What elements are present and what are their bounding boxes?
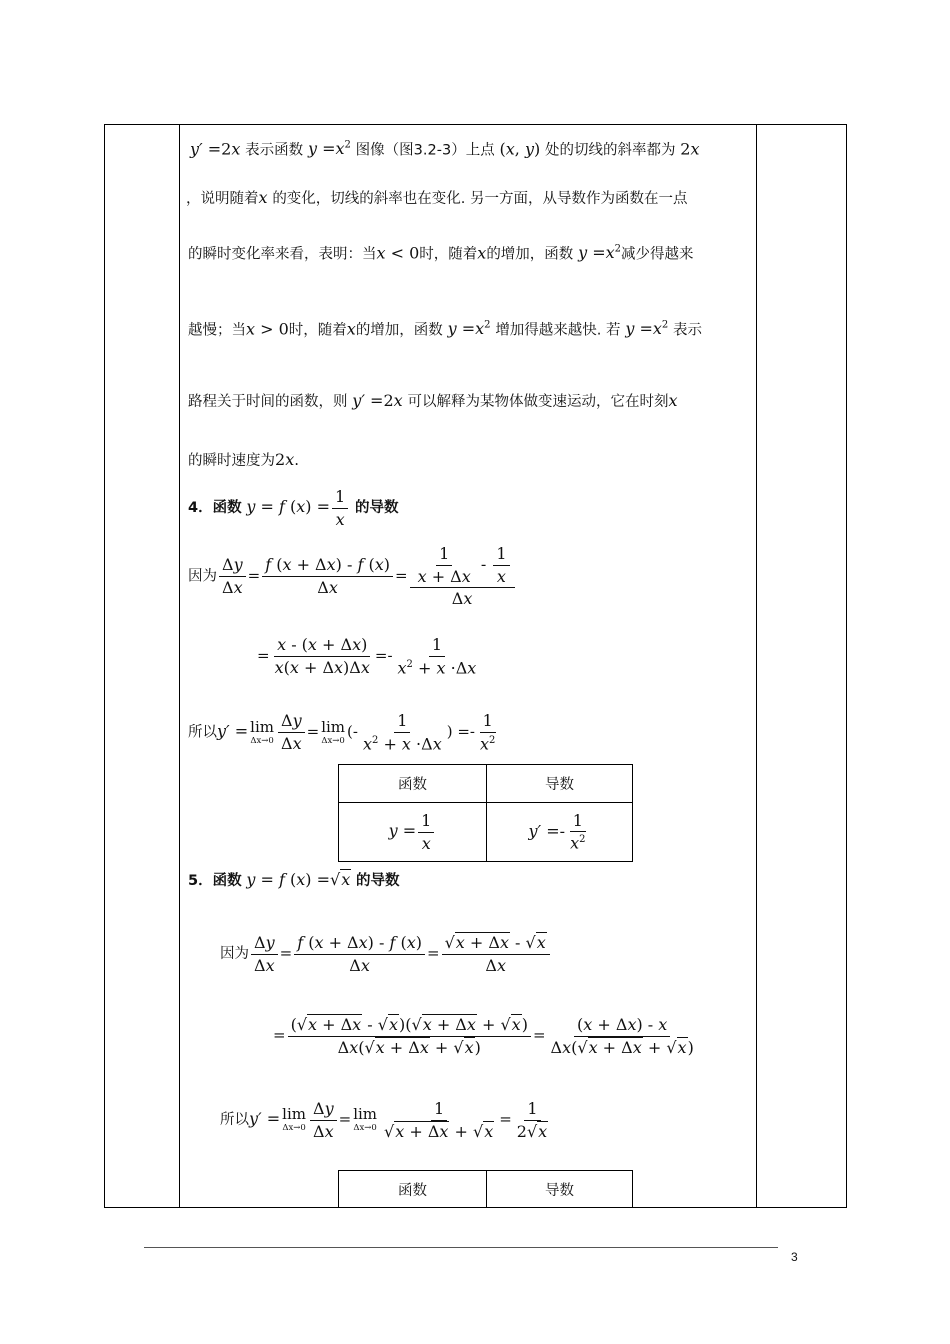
table-cell-function: y = $\frac{1}{x}$	[339, 803, 487, 862]
section-4-equation-3: 所以y′ = lim Δx→0 $\frac{\Delta y}{\Delta x}$ = lim Δx→0 (- $\frac{1}{x^2 + x \cdot\Delta x}$ ) =- $\frac{1}{x^2}$	[188, 711, 496, 753]
section-5-equation-3: 所以y′ = lim Δx→0 $\frac{\Delta y}{\Delta x}$ = lim Δx→0 $\frac{1}{√x + \Delta x + √x}$ = $\frac{1}{2√x}$	[220, 1099, 548, 1141]
section-5-equation-2: = $\frac{(√x + \Delta x - √x)(√x + \Delta x + √x)}{\Delta x(√x + \Delta x + √x)}$ = $\frac{(x + \Delta x) - x}{\Delta x(√x + \Delta x + √x)}$	[273, 1015, 694, 1057]
section-4-table	[338, 764, 633, 862]
section-4-equation-2: = $\frac{x - (x + \Delta x)}{x(x + \Delta x)\Delta x}$ =- $\frac{1}{x^2 + x \cdot\Delta x}$	[257, 635, 477, 677]
text-line-5: 路程关于时间的函数，则 y′ =2x 可以解释为某物体做变速运动，它在时刻x	[188, 391, 678, 410]
column-divider-right	[756, 125, 757, 1207]
section-4-equation-1: 因为 $\frac{\Delta y}{\Delta x}$ = $\frac{f (x + \Delta x) - f (x)}{\Delta x}$ = $\frac{1}{x + \Delta x}$ - $\frac{1}{x}$ Δx	[188, 545, 517, 608]
column-divider-left	[179, 125, 180, 1207]
text-line-4: 越慢；当x > 0时，随着x的增加，函数 $y =x^2$ 增加得越来越快. 若 $y =x^2$ 表示	[188, 319, 703, 339]
section-5-table	[338, 1170, 633, 1208]
text-line-6: 的瞬时速度为2x.	[188, 450, 299, 469]
section-5-heading: 5．函数 y = f (x) =√x 的导数	[188, 870, 400, 889]
table-header-function: 函数	[339, 1171, 487, 1208]
footer-rule	[144, 1247, 778, 1248]
table-header-derivative: 导数	[487, 1171, 633, 1208]
table-cell-derivative: y′ =- $\frac{1}{x^2}$	[487, 803, 633, 862]
section-5-equation-1: 因为 $\frac{\Delta y}{\Delta x}$ = $\frac{f (x + \Delta x) - f (x)}{\Delta x}$ = $\frac{√x + \Delta x - √x}{\Delta x}$	[220, 934, 552, 974]
text-line-1: y′ =2x 表示函数 $y =x^2$ 图像（图3.2-3）上点 (x, y) 处的切线的斜率都为 2x	[190, 139, 700, 159]
text-line-3: 的瞬时变化率来看，表明：当x < 0时，随着x的增加，函数 $y =x^2$减少得越来	[188, 243, 694, 263]
table-header-derivative: 导数	[487, 765, 633, 803]
page-number: 3	[791, 1250, 798, 1264]
table-header-function: 函数	[339, 765, 487, 803]
section-4-heading: 4．函数 y = f (x) = $\frac{1}{x}$ 的导数	[188, 487, 399, 529]
text-line-2: ，说明随着x 的变化，切线的斜率也在变化. 另一方面，从导数作为函数在一点	[186, 188, 688, 207]
